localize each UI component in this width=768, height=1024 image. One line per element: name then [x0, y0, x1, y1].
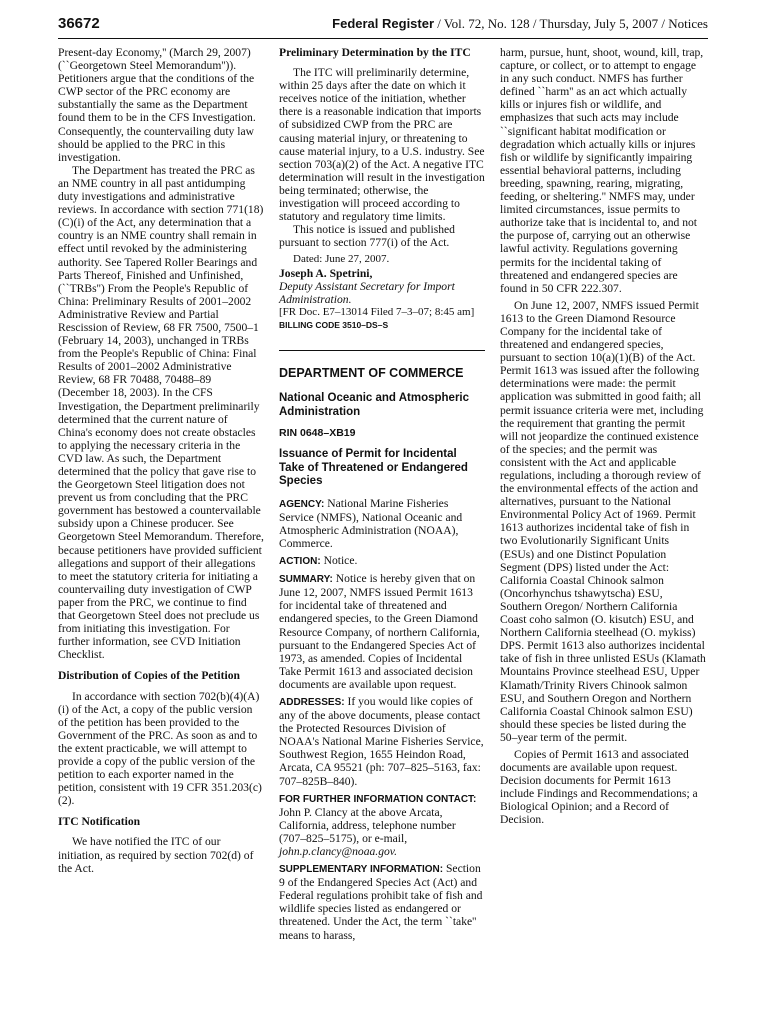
addresses-text: If you would like copies of any of the above documents, please contact the Protected Resources Division of NOAA's National Marine Fisheries Service, Southwest Region, 1655 Heindon Road, Arcata, CA 95521 (ph: 707–825–5163, fax: 707–825B–840).: [279, 694, 484, 788]
page-number: 36672: [58, 15, 100, 32]
fr-doc-line: [FR Doc. E7–13014 Filed 7–3–07; 8:45 am]: [279, 305, 475, 318]
journal-name: Federal Register: [332, 16, 435, 31]
column-2: [279, 46, 485, 942]
signer-title: Deputy Assistant Secretary for Import Administration.: [279, 279, 455, 306]
rin-number: RIN 0648–XB19: [279, 427, 356, 440]
issue-info: / Vol. 72, No. 128 / Thursday, July 5, 2007 / Notices: [434, 16, 708, 31]
paragraph: We have notified the ITC of our initiation, as required by section 702(d) of the Act.: [58, 835, 254, 875]
agency-block: [279, 497, 485, 550]
page-header: [58, 12, 708, 39]
section-heading: Distribution of Copies of the Petition: [58, 669, 240, 683]
addresses-block: [279, 695, 485, 788]
summary-block: [279, 572, 485, 691]
supplementary-text: Section 9 of the Endangered Species Act (Act) and Federal regulations prohibit take of fish and wildlife species listed as endangered or threatened. Under the Act, the term ``take'' means to harass,: [279, 862, 483, 942]
paragraph: In accordance with section 702(b)(4)(A)(i) of the Act, a copy of the public version of the petition has been provided to the Government of the PRC. As soon as and to the extent practicable, we will attempt to provide a copy of the public version of the petition to each exporter named in the petition, consistent with 19 CFR 351.203(c)(2).: [58, 689, 262, 808]
contact-email: john.p.clancy@noaa.gov.: [279, 845, 397, 858]
paragraph: This notice is issued and published pursuant to section 777(i) of the Act.: [279, 223, 455, 250]
running-head: [332, 16, 708, 32]
paragraph: The ITC will preliminarily determine, within 25 days after the date on which it receives notice of the initiation, whether there is a reasonable indication that imports of subsidized CWP from the PRC are causing material injury, or threatening to cause material injury, to a U.S. industry. See section 703(a)(2) of the Act. A negative ITC determination will result in the investigation being terminated; otherwise, the investigation will proceed according to statutory and regulatory time limits.: [279, 66, 485, 224]
paragraph: The Department has treated the PRC as an NME country in all past antidumping duty investigations and administrative reviews. In accordance with section 771(18)(C)(i) of the Act, any determination that a country is an NME country shall remain in effect until revoked by the administering authority. See Tapered Roller Bearings and Parts Thereof, Finished and Unfinished, (``TRBs'') From the People's Republic of China: Preliminary Results of 2001–2002 Administrative Review and Partial Rescission of Review, 68 FR 7500, 7500–1 (February 14, 2003), unchanged in TRBs from the People's Republic of China: Final Results of 2001–2002 Administrative Review, 68 FR 70488, 70488–89 (December 18, 2003). In the CFS Investigation, the Department preliminarily determined that the current nature of China's economy does not create obstacles to applying the necessary criteria in the CVD law. As such, the Department determined that the policy that gave rise to the Georgetown Steel litigation does not prevent us from concluding that the PRC government has bestowed a countervailable subsidy upon a Chinese producer. See Georgetown Steel Memorandum. Therefore, because petitioners have provided sufficient allegations and support of their allegations to meet the statutory criteria for initiating a countervailing duty investigation of CWP paper from the PRC, we continue to find that Georgetown Steel does not preclude us from initiating this investigation. For further information, see CVD Initiation Checklist.: [58, 163, 264, 662]
summary-label: SUMMARY:: [279, 574, 333, 586]
addresses-label: ADDRESSES:: [279, 696, 345, 708]
agency-text: National Marine Fisheries Service (NMFS), National Oceanic and Atmospheric Administration (NOAA), Commerce.: [279, 496, 463, 550]
contact-text: John P. Clancy at the above Arcata, California, address, telephone number (707–825–5175), or e-mail,: [279, 805, 456, 845]
signer-name: Joseph A. Spetrini,: [279, 266, 373, 280]
agency-label: AGENCY:: [279, 498, 325, 510]
document-title: Issuance of Permit for Incidental Take of Threatened or Endangered Species: [279, 448, 468, 488]
action-label: ACTION:: [279, 556, 321, 568]
supplementary-label: SUPPLEMENTARY INFORMATION:: [279, 864, 444, 876]
action-text: Notice.: [320, 554, 358, 568]
dated-line: Dated: June 27, 2007.: [293, 253, 390, 266]
paragraph: Copies of Permit 1613 and associated documents are available upon request. Decision documents for Permit 1613 include Findings and Recommendations; a Biological Opinion; and a Record of Decision.: [500, 747, 698, 827]
agency-name: National Oceanic and Atmospheric Administration: [279, 392, 470, 418]
paragraph: Present-day Economy,'' (March 29, 2007) (``Georgetown Steel Memorandum'')). Petitioners argue that the conditions of the CWP sector of the PRC economy are substantially the same as the Department found them to be in the CFS Investigation. Consequently, the countervailing duty law should be applied to the PRC in this investigation.: [58, 46, 256, 164]
department-heading: DEPARTMENT OF COMMERCE: [279, 350, 485, 380]
contact-block: [279, 792, 485, 858]
action-block: [279, 554, 485, 568]
contact-label: FOR FURTHER INFORMATION CONTACT:: [279, 793, 477, 805]
paragraph: harm, pursue, hunt, shoot, wound, kill, trap, capture, or collect, or to attempt to engage in any such conduct. NMFS has further defined ``harm'' as an act which actually kills or injures fish or wildlife, and emphasizes that such acts may include ``significant habitat modification or degradation which actually kills or injures fish or wildlife by significantly impairing essential behavioral patterns, including breeding, spawning, rearing, migrating, feeding, or sheltering.'' NMFS may, under limited circumstances, issue permits to authorize take that is incidental to, and not the purpose of, carrying out an otherwise lawful activity. Regulations governing permits for the incidental taking of threatened and endangered species are found in 50 CFR 222.307.: [500, 46, 704, 295]
section-heading: ITC Notification: [58, 815, 141, 829]
paragraph: On June 12, 2007, NMFS issued Permit 1613 to the Green Diamond Resource Company for the incidental take of threatened and endangered species, pursuant to section 10(a)(1)(B) of the Act. Permit 1613 was issued after the following determinations were made: the permit application was submitted in good faith; all permit issuance criteria were met, including the requirement that granting the permit will not jeopardize the continued existence of the species; and the permit was consistent with the Act and applicable regulations, including a thorough review of the environmental effects of the action and alternatives, pursuant to the National Environmental Policy Act of 1969. Permit 1613 authorizes incidental take of fish in two Evolutionarily Significant Units (ESUs) and one Distinct Population Segment (DPS) listed under the Act: California Coastal Chinook salmon (Oncorhynchus tshawytscha) ESU, Southern Oregon/ Northern California Coast coho salmon (O. kisutch) ESU, and Northern California steelhead (O. mykiss) DPS. Permit 1613 also authorizes incidental take of fish in three unlisted ESUs (Klamath Mountains Province steelhead ESU, Upper Klamath/Trinity Rivers Chinook salmon ESU, and Southern Oregon and Northern California Coastal Chinook salmon ESU) should these species be listed during the 50–year term of the permit.: [500, 298, 706, 744]
section-heading: Preliminary Determination by the ITC: [279, 46, 471, 59]
supplementary-block: [279, 862, 485, 942]
column-1: [58, 46, 264, 875]
column-3: [500, 46, 706, 827]
billing-code: BILLING CODE 3510–DS–S: [279, 319, 389, 330]
summary-text: Notice is hereby given that on June 12, 2007, NMFS issued Permit 1613 for incidental take of threatened and endangered species, to the Green Diamond Resource Company, of northern California, pursuant to the Endangered Species Act of 1973, as amended. Copies of Incidental Take Permit 1613 and associated decision documents are available upon request.: [279, 572, 480, 691]
